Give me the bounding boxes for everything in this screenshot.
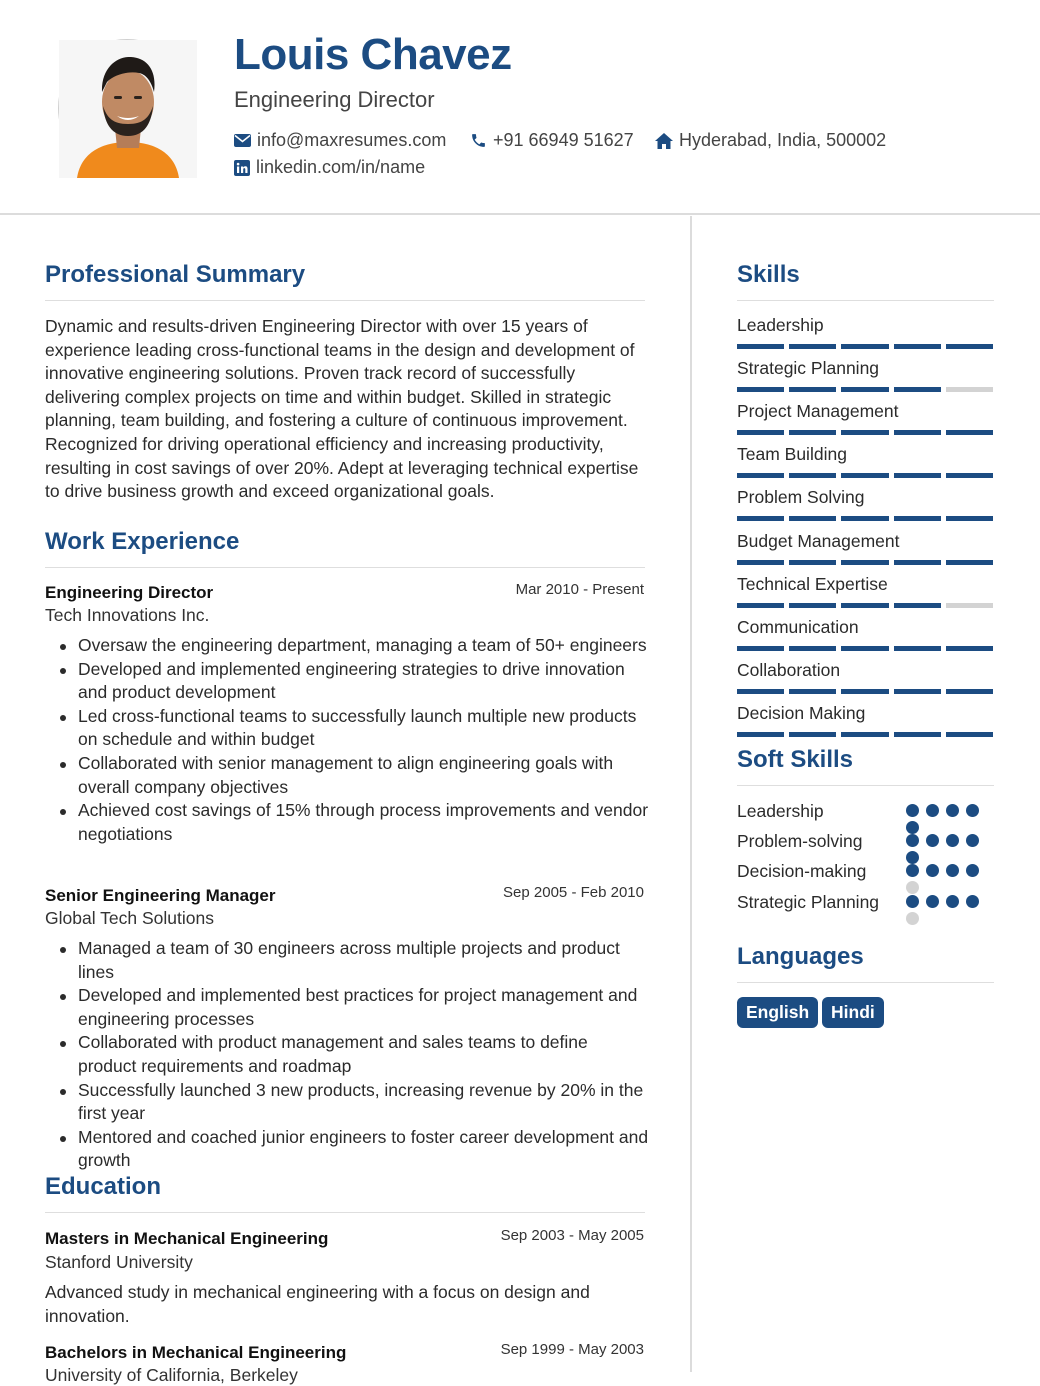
skill-level-segment (894, 732, 941, 737)
soft-skill-dot (926, 804, 939, 817)
skill-label: Communication (737, 616, 859, 637)
skill-level-segment (841, 560, 888, 565)
skill-level-segment (789, 560, 836, 565)
soft-skill-dot (946, 864, 959, 877)
soft-skill-dot (966, 864, 979, 877)
skill-level-segment (946, 430, 993, 435)
skill-level-segment (789, 430, 836, 435)
job-dates: Sep 2005 - Feb 2010 (503, 884, 644, 901)
skill-level-segment (841, 689, 888, 694)
job-bullet: Collaborated with senior management to align engineering goals with overall company objectives (78, 752, 650, 799)
summary-rule (45, 300, 645, 301)
languages-heading: Languages (737, 943, 864, 970)
degree-school: University of California, Berkeley (45, 1365, 298, 1385)
soft-skill-label: Leadership (737, 801, 824, 821)
soft-skill-dot (906, 881, 919, 894)
skill-level-segment (737, 603, 784, 608)
skill-level-segment (894, 473, 941, 478)
skill-level-segment (894, 344, 941, 349)
job-bullet: Developed and implemented engineering strategies to drive innovation and product development (78, 658, 650, 705)
job-bullet: Collaborated with product management and sales teams to define product requirements and roadmap (78, 1031, 650, 1078)
skill-level-bar (737, 516, 993, 521)
job-bullet: Successfully launched 3 new products, increasing revenue by 20% in the first year (78, 1079, 650, 1126)
skill-level-segment (894, 516, 941, 521)
soft-skill-dot (906, 851, 919, 864)
job-bullet: Managed a team of 30 engineers across multiple projects and product lines (78, 937, 650, 984)
skill-level-bar (737, 646, 993, 651)
skill-level-segment (841, 732, 888, 737)
skill-level-segment (894, 603, 941, 608)
skill-label: Budget Management (737, 530, 900, 551)
skill-label: Technical Expertise (737, 573, 888, 594)
phone-icon (470, 132, 487, 149)
languages-rule (737, 982, 994, 983)
soft-skill-dot (906, 895, 919, 908)
degree-title: Bachelors in Mechanical Engineering (45, 1343, 347, 1362)
contact-location-text: Hyderabad, India, 500002 (679, 130, 887, 150)
soft-skill-dot (966, 895, 979, 908)
job-title: Senior Engineering Manager (45, 886, 276, 905)
skill-level-segment (737, 387, 784, 392)
candidate-title: Engineering Director (234, 87, 435, 112)
language-badge: English (737, 997, 818, 1028)
experience-rule (45, 567, 645, 568)
skill-level-segment (737, 430, 784, 435)
job-bullet: Mentored and coached junior engineers to foster career development and growth (78, 1126, 650, 1173)
skill-level-bar (737, 603, 993, 608)
soft-skill-dot (906, 821, 919, 834)
skill-level-segment (737, 344, 784, 349)
job-title: Engineering Director (45, 583, 214, 602)
skill-level-segment (946, 689, 993, 694)
contact-linkedin[interactable] (234, 157, 425, 178)
skill-level-segment (841, 646, 888, 651)
contact-phone-text: +91 66949 51627 (493, 130, 634, 150)
degree-school: Stanford University (45, 1252, 193, 1272)
skill-level-segment (841, 344, 888, 349)
skill-level-segment (789, 646, 836, 651)
contact-phone[interactable] (470, 130, 634, 151)
job-company: Global Tech Solutions (45, 908, 214, 928)
skill-label: Team Building (737, 444, 847, 465)
skill-label: Leadership (737, 315, 824, 335)
degree-description: Advanced study in mechanical engineering with a focus on design and innovation. (45, 1282, 590, 1326)
skill-level-segment (841, 387, 888, 392)
job-bullet: Developed and implemented best practices for project management and engineering processes (78, 984, 650, 1031)
degree-title: Masters in Mechanical Engineering (45, 1229, 329, 1248)
skill-level-bar (737, 387, 993, 392)
skill-level-segment (946, 344, 993, 349)
soft-skill-dot (946, 834, 959, 847)
skill-level-segment (789, 516, 836, 521)
degree-dates: Sep 1999 - May 2003 (500, 1341, 644, 1358)
job-bullets (78, 634, 650, 846)
experience-heading: Work Experience (45, 528, 240, 555)
avatar-illustration (59, 40, 197, 178)
skill-level-segment (737, 560, 784, 565)
column-divider (690, 216, 692, 1372)
job-bullet: Led cross-functional teams to successfully launch multiple new products on schedule and within budget (78, 705, 650, 752)
soft-skill-dot (906, 864, 919, 877)
language-badge: Hindi (822, 997, 884, 1028)
soft-skill-label: Problem-solving (737, 831, 863, 851)
skill-level-segment (894, 430, 941, 435)
job-bullet: Achieved cost savings of 15% through process improvements and vendor negotiations (78, 799, 650, 846)
soft-skill-dot (906, 912, 919, 925)
skill-level-segment (894, 560, 941, 565)
soft-skill-dot (926, 895, 939, 908)
soft-skill-dot (966, 804, 979, 817)
home-icon (655, 133, 673, 149)
profile-photo (58, 39, 196, 177)
resume-header (0, 0, 1040, 215)
skill-level-bar (737, 344, 993, 349)
skill-level-bar (737, 732, 993, 737)
skill-level-segment (946, 646, 993, 651)
skill-label: Strategic Planning (737, 358, 880, 379)
skill-level-segment (946, 732, 993, 737)
soft-skill-label: Decision-making (737, 861, 867, 881)
job-bullets (78, 937, 650, 1173)
soft-skill-dot (906, 834, 919, 847)
linkedin-icon (234, 160, 250, 176)
skill-level-segment (737, 689, 784, 694)
skill-level-segment (841, 473, 888, 478)
skill-label: Collaboration (737, 659, 841, 680)
soft-skill-dot (966, 834, 979, 847)
job-dates: Mar 2010 - Present (515, 581, 644, 598)
summary-text: Dynamic and results-driven Engineering Director with over 15 years of experience leading cross-functional teams in the design and development of innovative engineering solutions. Proven track record of successfully delivering complex projects on time and within budget. Skilled in strategic planning, team building, and fostering a culture of continuous improvement. Recognized for driving operational efficiency and increasing productivity, resulting in cost savings of over 20%. Adept at leveraging technical expertise to drive business growth and exceed organizational goals. (45, 316, 639, 502)
skill-label: Project Management (737, 401, 899, 422)
degree-dates: Sep 2003 - May 2005 (500, 1227, 644, 1244)
skill-level-segment (789, 732, 836, 737)
soft-skills-rule (737, 785, 994, 786)
skill-level-segment (789, 473, 836, 478)
skill-level-segment (894, 646, 941, 651)
skill-level-segment (894, 387, 941, 392)
soft-skill-dot (926, 834, 939, 847)
soft-skill-dot (946, 804, 959, 817)
skill-level-bar (737, 473, 993, 478)
contact-email[interactable] (234, 130, 446, 151)
skill-level-bar (737, 689, 993, 694)
skill-level-segment (946, 516, 993, 521)
soft-skill-dot (926, 864, 939, 877)
skill-label: Decision Making (737, 702, 866, 723)
skill-level-segment (946, 560, 993, 565)
skill-level-segment (894, 689, 941, 694)
soft-skill-dot (946, 895, 959, 908)
soft-skills-heading: Soft Skills (737, 746, 854, 773)
skill-level-segment (789, 387, 836, 392)
skill-label: Problem Solving (737, 487, 865, 508)
skill-level-segment (789, 603, 836, 608)
skill-level-bar (737, 430, 993, 435)
candidate-name: Louis Chavez (234, 30, 512, 79)
skill-level-segment (946, 387, 993, 392)
skill-level-segment (841, 430, 888, 435)
skill-level-segment (737, 646, 784, 651)
soft-skill-label: Strategic Planning (737, 892, 880, 912)
skill-level-bar (737, 560, 993, 565)
skill-level-segment (737, 516, 784, 521)
skill-level-segment (841, 603, 888, 608)
skill-level-segment (737, 732, 784, 737)
skills-heading: Skills (737, 261, 800, 288)
skill-level-segment (789, 344, 836, 349)
skill-level-segment (789, 689, 836, 694)
education-rule (45, 1212, 645, 1213)
skills-rule (737, 300, 994, 301)
skill-level-segment (946, 473, 993, 478)
skill-level-segment (737, 473, 784, 478)
contact-location (655, 130, 886, 151)
skill-level-segment (841, 516, 888, 521)
contact-linkedin-text: linkedin.com/in/name (256, 157, 426, 177)
soft-skill-dot (906, 804, 919, 817)
skill-level-segment (946, 603, 993, 608)
education-heading: Education (45, 1173, 162, 1200)
contact-email-text: info@maxresumes.com (257, 130, 447, 150)
summary-heading: Professional Summary (45, 261, 306, 288)
job-bullet: Oversaw the engineering department, managing a team of 50+ engineers (78, 634, 650, 658)
job-company: Tech Innovations Inc. (45, 605, 210, 625)
envelope-icon (234, 134, 251, 147)
